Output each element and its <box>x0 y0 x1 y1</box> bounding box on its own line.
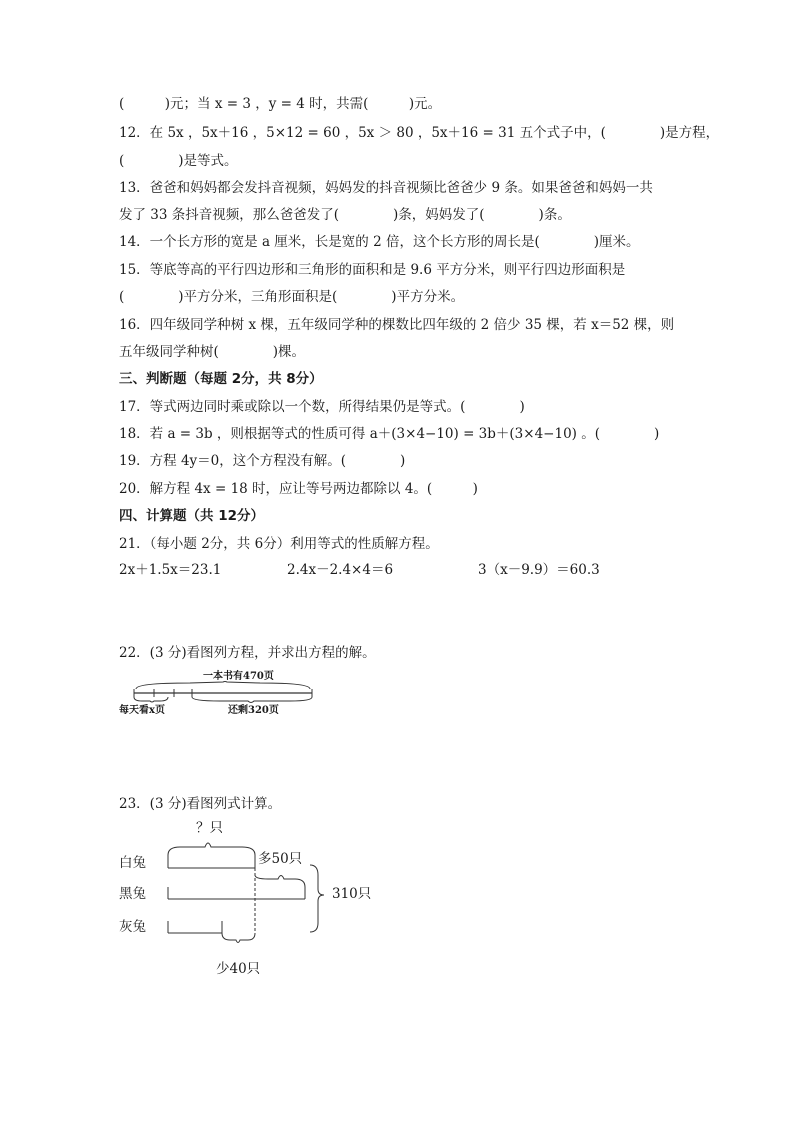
q12-line1: 12．在 5x ，5x＋16 ，5×12 = 60 ，5x ＞ 80 ，5x＋16 = 31 五个式子中，( )是方程， <box>119 125 720 141</box>
q15-line1: 15．等底等高的平行四边形和三角形的面积和是 9.6 平方分米，则平行四边形面积是 <box>119 262 626 278</box>
equation-1: 2x＋1.5x＝23.1 <box>119 562 222 578</box>
q23-black-label: 黑兔 <box>119 886 146 902</box>
equation-3: 3（x－9.9）＝60.3 <box>478 562 600 578</box>
section-3-heading: 三、判断题（每题 2分，共 8分） <box>119 371 323 387</box>
q23-gray-label: 灰兔 <box>119 919 146 935</box>
q23-white-label: 白兔 <box>119 855 146 871</box>
q11-continuation: ( )元；当 x = 3 ，y = 4 时，共需( )元。 <box>119 96 442 112</box>
q19: 19．方程 4y＝0，这个方程没有解。( ) <box>119 453 406 469</box>
q23-question-label: ？只 <box>196 820 223 836</box>
q23-more-label: 多50只 <box>258 851 303 867</box>
q22-remain-label: 还剩320页 <box>228 705 279 716</box>
q13-line2: 发了 33 条抖音视频，那么爸爸发了( )条，妈妈发了( )条。 <box>119 207 571 223</box>
q14: 14．一个长方形的宽是 a 厘米，长是宽的 2 倍，这个长方形的周长是( )厘米。 <box>119 234 640 250</box>
q22: 22．(3 分)看图列方程，并求出方程的解。 <box>119 645 376 661</box>
q12-line2: ( )是等式。 <box>119 153 238 169</box>
q23-total-label: 310只 <box>332 886 372 902</box>
q16-line1: 16．四年级同学种树 x 棵，五年级同学种的棵数比四年级的 2 倍少 35 棵，若 x＝52 棵，则 <box>119 317 675 333</box>
q13-line1: 13．爸爸和妈妈都会发抖音视频，妈妈发的抖音视频比爸爸少 9 条。如果爸爸和妈妈一共 <box>119 180 653 196</box>
q22-perday-label: 每天看x页 <box>119 705 165 716</box>
q23: 23．(3 分)看图列式计算。 <box>119 796 282 812</box>
section-4-heading: 四、计算题（共 12分） <box>119 508 264 524</box>
q22-total-label: 一本书有470页 <box>203 671 274 682</box>
q20: 20．解方程 4x = 18 时，应让等号两边都除以 4。( ) <box>119 481 478 497</box>
q15-line2: ( )平方分米，三角形面积是( )平方分米。 <box>119 289 465 305</box>
q16-line2: 五年级同学种树( )棵。 <box>119 344 306 360</box>
q21: 21．（每小题 2分，共 6分）利用等式的性质解方程。 <box>119 536 439 552</box>
equation-2: 2.4x－2.4×4＝6 <box>287 562 394 578</box>
q23-less-label: 少40只 <box>216 961 261 977</box>
q18: 18．若 a = 3b ，则根据等式的性质可得 a＋(3×4−10) = 3b＋(3×4−10) 。( ) <box>119 426 660 442</box>
q23-line-diagram <box>160 815 380 945</box>
q17: 17．等式两边同时乘或除以一个数，所得结果仍是等式。( ) <box>119 399 525 415</box>
